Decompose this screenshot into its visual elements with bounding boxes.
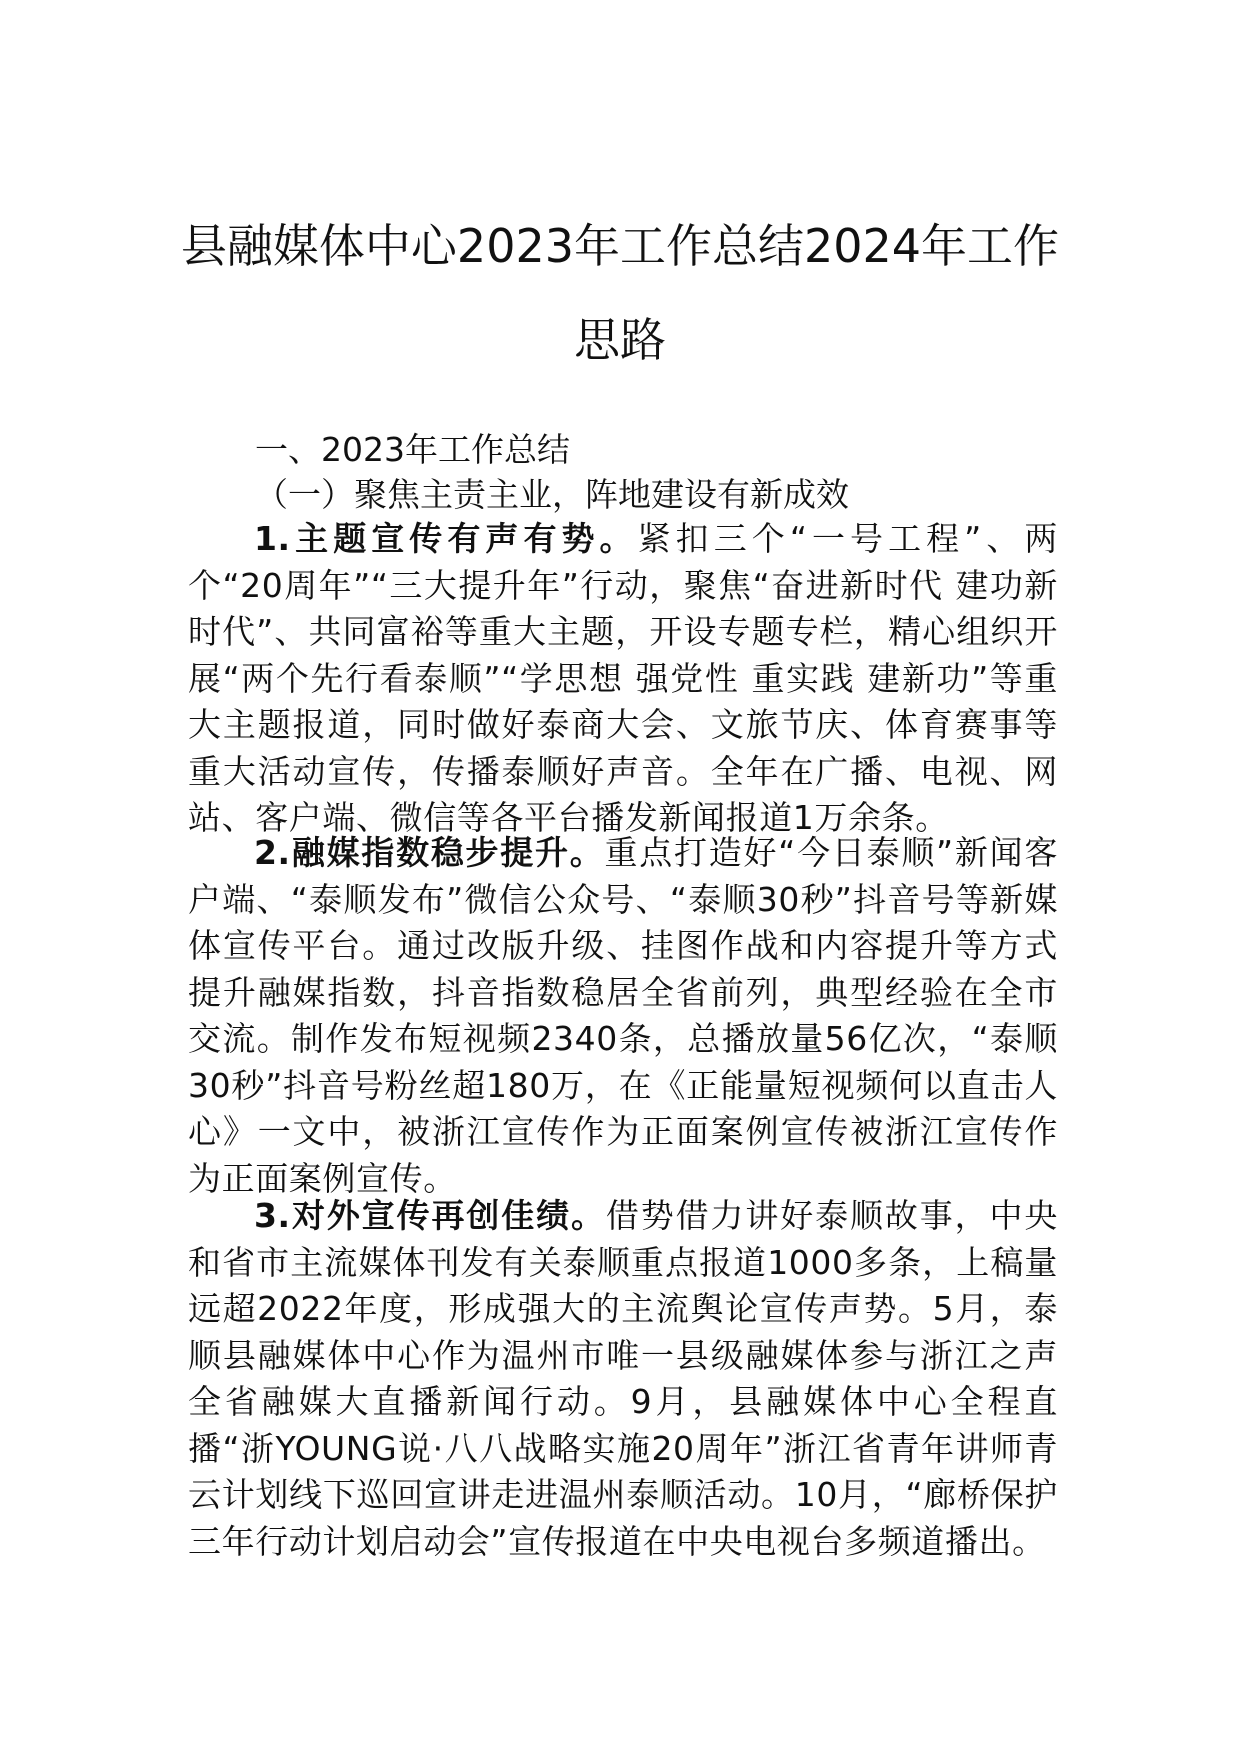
paragraph-lead: 1.主题宣传有声有势。 [254, 519, 638, 558]
paragraph-lead: 2.融媒指数稳步提升。 [254, 833, 605, 872]
subsection-heading: （一）聚焦主责主业，阵地建设有新成效 [255, 475, 849, 514]
section-heading: 一、2023年工作总结 [255, 430, 570, 469]
document-title-line-2: 思路 [574, 313, 666, 367]
paragraph-external-publicity [188, 1193, 1058, 1565]
document-title-line-1: 县融媒体中心2023年工作总结2024年工作 [180, 219, 1060, 273]
paragraph-lead: 3.对外宣传再创佳绩。 [254, 1196, 606, 1235]
paragraph-body: 重点打造好“今日泰顺”新闻客户端、“泰顺发布”微信公众号、“泰顺30秒”抖音号等新媒体宣传平台。通过改版升级、挂图作战和内容提升等方式提升融媒指数，抖音指数稳居全省前列，典型经验在全市交流。制作发布短视频2340条，总播放量56亿次，“泰顺30秒”抖音号粉丝超180万，在《正能量短视频何以直击人心》一文中，被浙江宣传作为正面案例宣传被浙江宣传作为正面案例宣传。 [188, 833, 1058, 1198]
paragraph-body: 紧扣三个“一号工程”、两个“20周年”“三大提升年”行动，聚焦“奋进新时代 建功新时代”、共同富裕等重大主题，开设专题专栏，精心组织开展“两个先行看泰顺”“学思想 强党性 重实践 建新功”等重大主题报道，同时做好泰商大会、文旅节庆、体育赛事等重大活动宣传，传播泰顺好声音。全年在广播、电视、网站、客户端、微信等各平台播发新闻报道1万余条。 [188, 519, 1058, 837]
paragraph-media-index [188, 830, 1058, 1202]
paragraph-theme-publicity [188, 516, 1058, 842]
paragraph-body: 借势借力讲好泰顺故事，中央和省市主流媒体刊发有关泰顺重点报道1000多条，上稿量远超2022年度，形成强大的主流舆论宣传声势。5月，泰顺县融媒体中心作为温州市唯一县级融媒体参与浙江之声全省融媒大直播新闻行动。9月，县融媒体中心全程直播“浙YOUNG说·八八战略实施20周年”浙江省青年讲师青云计划线下巡回宣讲走进温州泰顺活动。10月，“廊桥保护三年行动计划启动会”宣传报道在中央电视台多频道播出。 [188, 1196, 1058, 1561]
